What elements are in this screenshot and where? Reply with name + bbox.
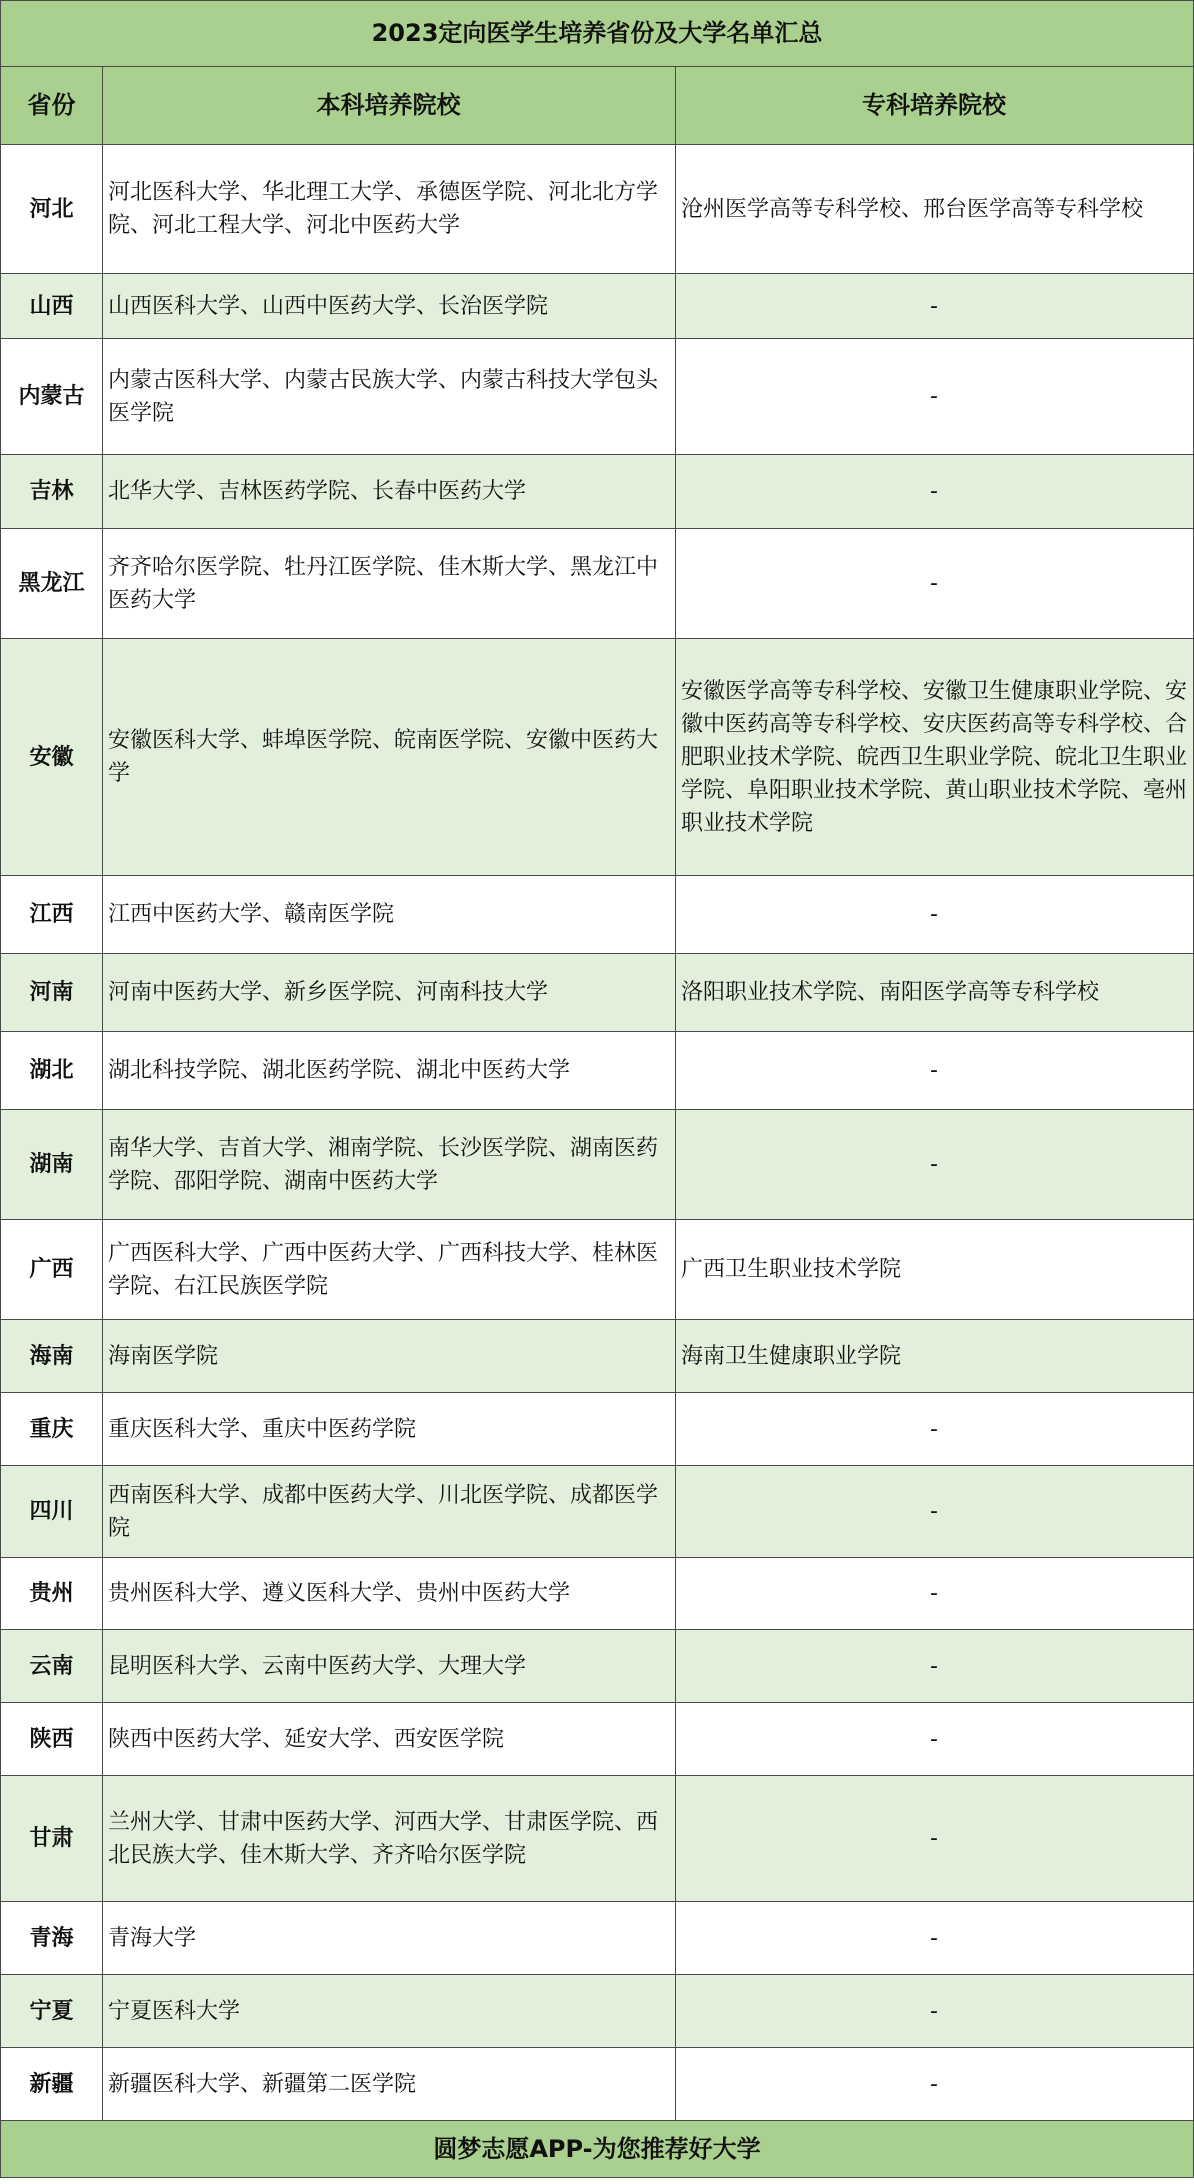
undergrad-cell: 西南医科大学、成都中医药大学、川北医学院、成都医学院 [103,1466,676,1557]
province-cell: 宁夏 [1,1975,103,2047]
undergrad-cell: 海南医学院 [103,1320,676,1392]
undergrad-cell: 河南中医药大学、新乡医学院、河南科技大学 [103,954,676,1031]
table-row [1,1392,1193,1465]
province-cell: 海南 [1,1320,103,1392]
undergrad-cell: 安徽医科大学、蚌埠医学院、皖南医学院、安徽中医药大学 [103,639,676,875]
table-row [1,875,1193,953]
undergrad-cell: 湖北科技学院、湖北医药学院、湖北中医药大学 [103,1032,676,1109]
college-cell: - [930,384,938,409]
table-row [1,1901,1193,1974]
province-cell: 甘肃 [1,1776,103,1901]
undergrad-cell: 青海大学 [103,1902,676,1974]
college-cell: 安徽医学高等专科学校、安徽卫生健康职业学院、安徽中医药高等专科学校、安庆医药高等专科学校、合肥职业技术学院、皖西卫生职业学院、皖北卫生职业学院、阜阳职业技术学院、黄山职业技术学院、亳州职业技术学院 [681,678,1188,836]
table-row [1,1775,1193,1901]
province-cell: 青海 [1,1902,103,1974]
province-cell: 湖北 [1,1032,103,1109]
college-cell: - [930,1998,938,2024]
table-row [1,1109,1193,1219]
header-undergrad: 本科培养院校 [103,67,676,144]
undergrad-cell: 重庆医科大学、重庆中医药学院 [103,1393,676,1465]
college-cell: - [930,571,938,596]
table-row [1,1629,1193,1702]
province-cell: 云南 [1,1630,103,1702]
province-cell: 黑龙江 [1,529,103,638]
province-cell: 广西 [1,1220,103,1319]
table-row [1,338,1193,454]
province-cell: 河北 [1,145,103,273]
province-cell: 山西 [1,274,103,338]
undergrad-cell: 新疆医科大学、新疆第二医学院 [103,2048,676,2120]
college-cell: - [930,479,938,504]
table-row [1,528,1193,638]
header-college: 专科培养院校 [862,91,1006,119]
province-cell: 新疆 [1,2048,103,2120]
table-row [1,1465,1193,1557]
table-row [1,1974,1193,2047]
province-cell: 四川 [1,1466,103,1557]
college-cell: - [930,1653,938,1679]
table-title-row [1,0,1193,66]
undergrad-cell: 宁夏医科大学 [103,1975,676,2047]
college-cell: - [930,1058,938,1083]
undergrad-cell: 山西医科大学、山西中医药大学、长治医学院 [103,274,676,338]
table-row [1,953,1193,1031]
table-row [1,1219,1193,1319]
table-body [1,144,1193,2120]
province-cell: 湖南 [1,1110,103,1219]
college-cell: - [930,1726,938,1752]
province-cell: 内蒙古 [1,339,103,454]
undergrad-cell: 内蒙古医科大学、内蒙古民族大学、内蒙古科技大学包头医学院 [103,339,676,454]
table-row [1,638,1193,875]
undergrad-cell: 江西中医药大学、赣南医学院 [103,876,676,953]
college-cell: - [930,1499,938,1524]
table-row [1,454,1193,528]
undergrad-cell: 陕西中医药大学、延安大学、西安医学院 [103,1703,676,1775]
college-cell: 海南卫生健康职业学院 [681,1343,902,1369]
college-cell: - [930,902,938,927]
undergrad-cell: 贵州医科大学、遵义医科大学、贵州中医药大学 [103,1558,676,1629]
undergrad-cell: 北华大学、吉林医药学院、长春中医药大学 [103,455,676,528]
province-cell: 重庆 [1,1393,103,1465]
province-cell: 吉林 [1,455,103,528]
college-cell: - [930,1152,938,1177]
undergrad-cell: 广西医科大学、广西中医药大学、广西科技大学、桂林医学院、右江民族医学院 [103,1220,676,1319]
college-cell: - [930,1581,938,1606]
province-cell: 贵州 [1,1558,103,1629]
province-cell: 安徽 [1,639,103,875]
college-cell: - [930,1416,938,1442]
table-row [1,1702,1193,1775]
college-cell: 广西卫生职业技术学院 [681,1257,902,1282]
college-cell: - [930,2071,938,2097]
table-title: 2023定向医学生培养省份及大学名单汇总 [371,19,823,47]
college-cell: - [930,1826,938,1851]
province-cell: 河南 [1,954,103,1031]
table-footer: 圆梦志愿APP-为您推荐好大学 [433,2134,761,2163]
table-row [1,1319,1193,1392]
table-header-row [1,66,1193,144]
undergrad-cell: 南华大学、吉首大学、湘南学院、长沙医学院、湖南医药学院、邵阳学院、湖南中医药大学 [103,1110,676,1219]
table-row [1,1031,1193,1109]
table-row [1,144,1193,273]
college-cell: 洛阳职业技术学院、南阳医学高等专科学校 [681,980,1100,1005]
undergrad-cell: 河北医科大学、华北理工大学、承德医学院、河北北方学院、河北工程大学、河北中医药大学 [103,145,676,273]
header-province: 省份 [1,67,103,144]
table-row [1,273,1193,338]
province-cell: 陕西 [1,1703,103,1775]
undergrad-cell: 齐齐哈尔医学院、牡丹江医学院、佳木斯大学、黑龙江中医药大学 [103,529,676,638]
college-cell: - [930,1925,938,1951]
college-cell: 沧州医学高等专科学校、邢台医学高等专科学校 [681,196,1144,222]
table-row [1,2047,1193,2120]
table-row [1,1557,1193,1629]
college-cell: - [930,293,938,319]
province-cell: 江西 [1,876,103,953]
table-footer-row [1,2120,1193,2178]
undergrad-cell: 昆明医科大学、云南中医药大学、大理大学 [103,1630,676,1702]
undergrad-cell: 兰州大学、甘肃中医药大学、河西大学、甘肃医学院、西北民族大学、佳木斯大学、齐齐哈尔医学院 [103,1776,676,1901]
